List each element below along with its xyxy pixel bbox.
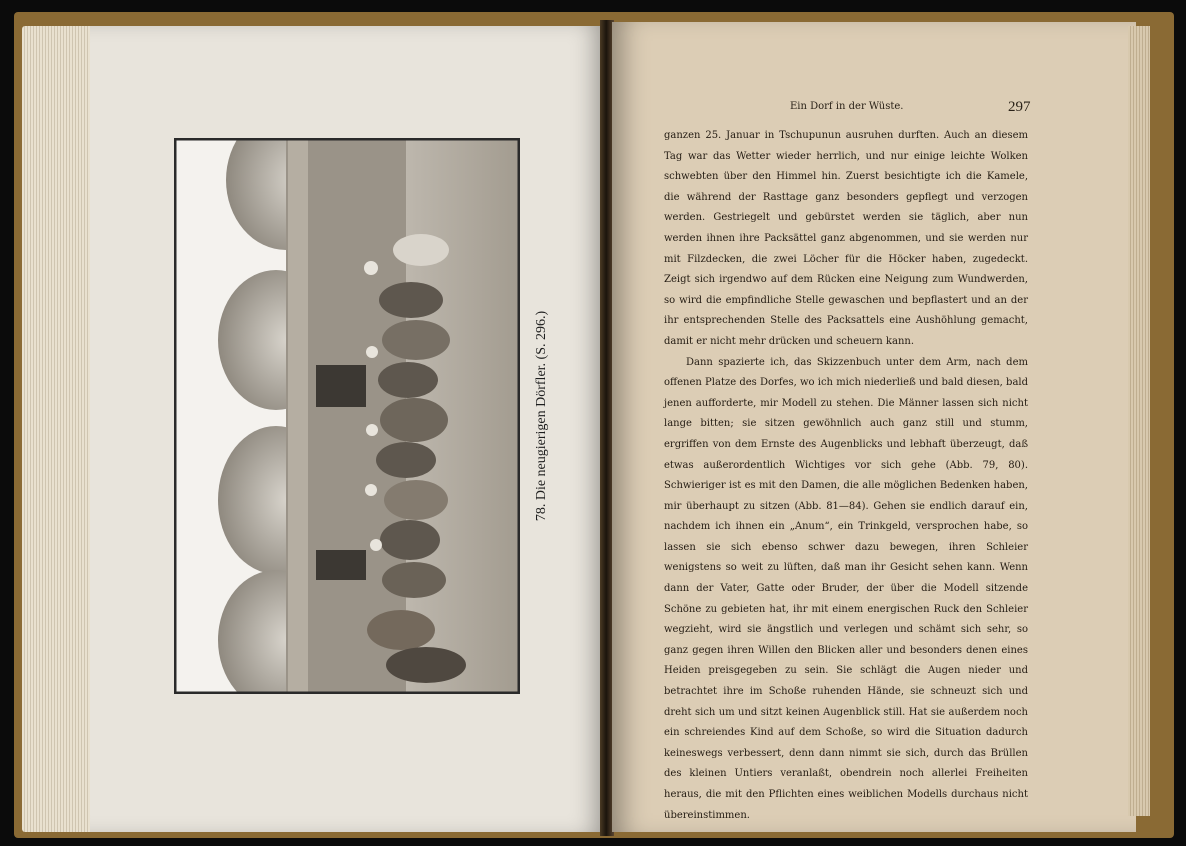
village-photograph (174, 138, 520, 694)
caption-text: 78. Die neugierigen Dörfler. (S. 296.) (534, 310, 549, 522)
photo-caption (530, 138, 554, 694)
paragraph-1: ganzen 25. Januar in Tschupunun ausruhen durften. Auch an diesem Tag war das Wetter wieder herrlich, und nur einige leichte Wolken schwebten über den Himmel hin. Zuerst besichtigte ich die Kamele, die während der Rasttage ganz besonders gepflegt und verzogen werden. Gestriegelt und gebürstet werden sie täglich, aber nun werden ihnen ihre Packsättel ganz abgenommen, und sie werden nur mit Filzdecken, die zwei Löcher für die Höcker haben, zugedeckt. Zeigt sich irgendwo auf dem Rücken eine Neigung zum Wundwerden, so wird die empfindliche Stelle gewaschen und bepflastert und an der ihr entsprechenden Stelle des Packsattels eine Aushöhlung gemacht, damit er nicht mehr drücken und scheuern kann. (664, 130, 1028, 347)
running-head: Ein Dorf in der Wüste. (790, 101, 904, 112)
page-number: 297 (1008, 99, 1031, 115)
page-edges-right (1128, 26, 1150, 816)
photo-illustration (176, 140, 518, 692)
body-text (664, 126, 1028, 826)
paragraph-2: Dann spazierte ich, das Skizzenbuch unter dem Arm, nach dem offenen Platze des Dorfes, wo ich mich niederließ und bald diesen, bald jenen aufforderte, mir Modell zu stehen. Die Männer lassen sich nicht lange bitten; sie sitzen gewöhnlich auch ganz still und stumm, ergriffen von dem Ernste des Augenblicks und lebhaft überzeugt, daß etwas außerordentlich Wichtiges vor sich gehe (Abb. 79, 80). Schwieriger ist es mit den Damen, die alle möglichen Bedenken haben, mir überhaupt zu sitzen (Abb. 81—84). Gehen sie endlich darauf ein, nachdem ich ihnen ein „Anum“, ein Trinkgeld, versprochen habe, so lassen sie sich ebenso schwer dazu bewegen, ihren Schleier wenigstens so weit zu lüften, daß man ihr Gesicht sehen kann. Wenn dann der Vater, Gatte oder Bruder, der über die Modell sitzende Schöne zu gebieten hat, ihr mit einem energischen Ruck den Schleier wegzieht, wird sie ängstlich und verlegen und schämt sich sehr, so ganz gegen ihren Willen den Blicken aller und besonders denen eines Heiden preisgegeben zu sein. Sie schlägt die Augen nieder und betrachtet ihre im Schoße ruhenden Hände, sie schneuzt sich und dreht sich um und sitzt keinen Augenblick still. Hat sie außerdem noch ein schreiendes Kind auf dem Schoße, so wird die Situation dadurch keineswegs verbessert, denn dann nimmt sie sich, durch das Brüllen des kleinen Untiers veranlaßt, obendrein noch allerlei Freiheiten heraus, die mit den Pflichten eines weiblichen Modells durchaus nicht übereinstimmen. (664, 356, 1028, 821)
